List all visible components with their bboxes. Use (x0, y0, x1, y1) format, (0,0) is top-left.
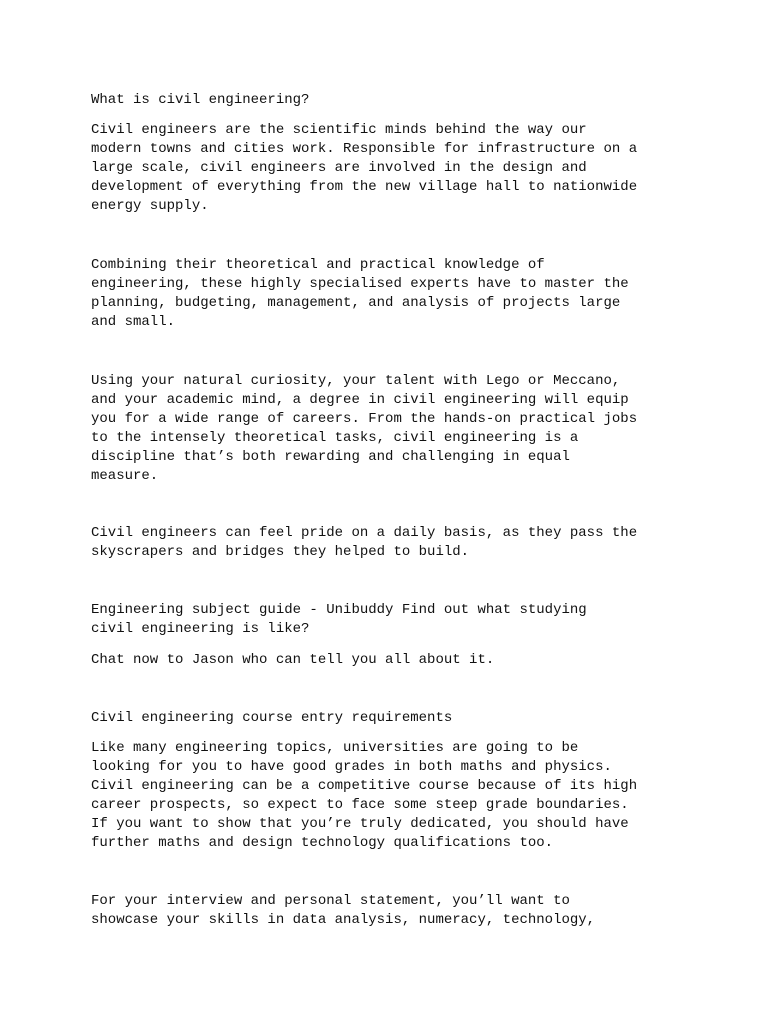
paragraph-interview: For your interview and personal statement, you’ll want to showcase your skills in data analysis, numeracy, technology, (91, 893, 596, 928)
paragraph-intro: Civil engineers are the scientific minds behind the way our modern towns and cities work. Responsible for infrastructure on a large scale, civil engineers are involved in the design and development of everything from the new village hall to nationwide energy supply. (91, 122, 638, 214)
paragraph-knowledge: Combining their theoretical and practical knowledge of engineering, these highly specialised experts have to master the planning, budgeting, management, and analysis of projects large and small. (91, 257, 629, 330)
paragraph-requirements: Like many engineering topics, universities are going to be looking for you to have good grades in both maths and physics. Civil engineering can be a competitive course because of its high career prospects, so expect to face some steep grade boundaries. If you want to show that you’re truly dedicated, you should have further maths and design technology qualifications too. (91, 740, 638, 851)
paragraph-pride: Civil engineers can feel pride on a daily basis, as they pass the skyscrapers and bridges they helped to build. (91, 525, 638, 560)
section-heading-requirements: Civil engineering course entry requirements (91, 710, 453, 726)
paragraph-subject-guide: Engineering subject guide - Unibuddy Find out what studying civil engineering is like? (91, 602, 587, 637)
paragraph-curiosity: Using your natural curiosity, your talent with Lego or Meccano, and your academic mind, a degree in civil engineering will equip you for a wide range of careers. From the hands-on practical jobs to the intensely theoretical tasks, civil engineering is a discipline that’s both rewarding and challenging in equal measure. (91, 373, 638, 484)
paragraph-chat: Chat now to Jason who can tell you all about it. (91, 652, 495, 668)
section-heading: What is civil engineering? (91, 92, 310, 108)
